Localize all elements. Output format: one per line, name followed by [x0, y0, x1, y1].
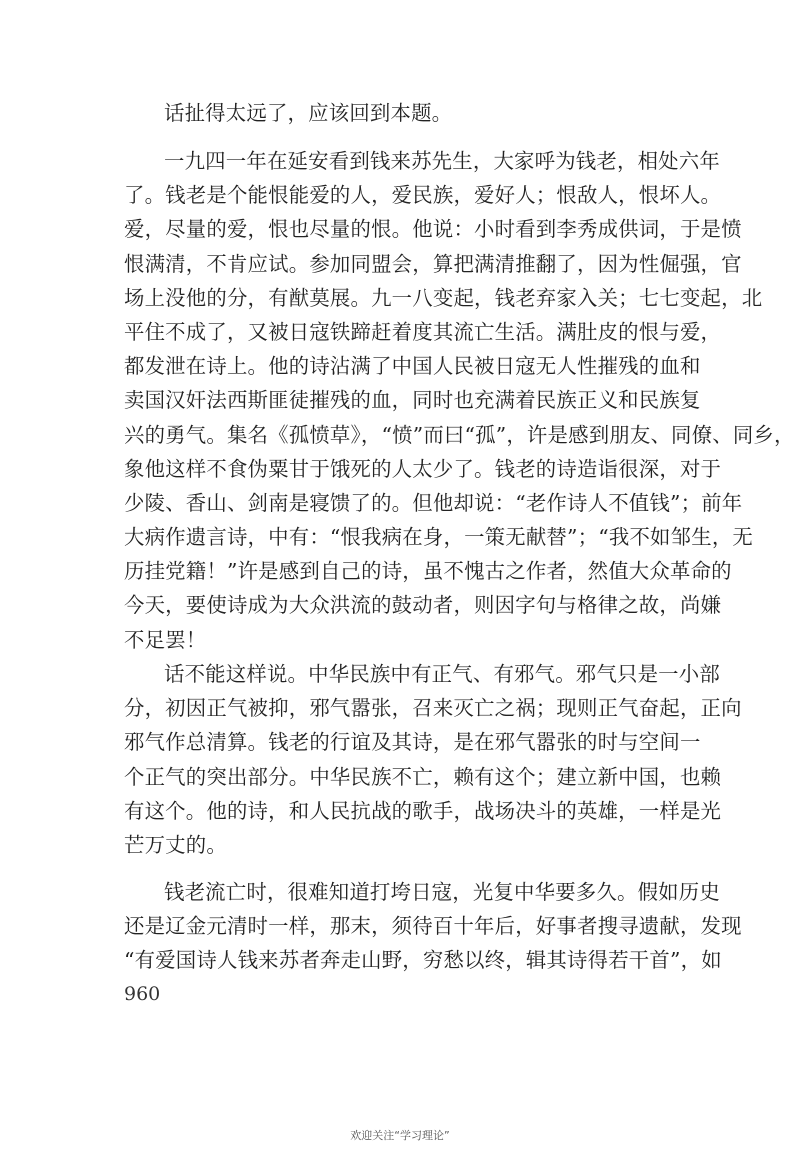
text-line: 兴的勇气。集名《孤愤草》，“愤”而曰“孤”，许是感到朋友、同僚、同乡， — [124, 422, 795, 447]
text-line: 卖国汉奸法西斯匪徒摧残的血，同时也充满着民族正义和民族复 — [124, 388, 701, 413]
footer-note: 欢迎关注“学习理论” — [350, 1129, 450, 1142]
text-line: 分，初因正气被抑，邪气嚣张，召来灭亡之祸；现则正气奋起，正向 — [124, 696, 742, 721]
text-line: 还是辽金元清时一样，那末，须待百十年后，好事者搜寻遗献，发现 — [124, 914, 742, 939]
text-line: 平住不成了，又被日寇铁蹄赶着度其流亡生活。满肚皮的恨与爱， — [124, 319, 722, 344]
text-line: 一九四一年在延安看到钱来苏先生，大家呼为钱老，相处六年 — [164, 149, 720, 173]
text-line: 个正气的突出部分。中华民族不亡，赖有这个；建立新中国，也赖 — [124, 764, 722, 789]
text-line: 有这个。他的诗，和人民抗战的歌手，战场决斗的英雄，一样是光 — [124, 798, 722, 823]
text-line: 场上没他的分，有猷莫展。九一八变起，钱老弃家入关；七七变起，北 — [124, 285, 763, 310]
text-line: 芒万丈的。 — [124, 832, 227, 857]
text-line: 少陵、香山、剑南是寝馈了的。但他却说：“老作诗人不值钱”；前年 — [124, 490, 743, 515]
text-line: 恨满清，不肯应试。参加同盟会，算把满清推翻了，因为性倔强，官 — [124, 251, 742, 276]
text-line: 话不能这样说。中华民族中有正气、有邪气。邪气只是一小部 — [164, 662, 720, 686]
text-line: 都发泄在诗上。他的诗沾满了中国人民被日寇无人性摧残的血和 — [124, 354, 701, 379]
text-line: 不足罢！ — [124, 627, 207, 652]
paragraph-righteousness — [124, 657, 742, 862]
text-line: 话扯得太远了，应该回到本题。 — [164, 101, 453, 125]
text-line: 今天，要使诗成为大众洪流的鼓动者，则因字句与格律之故，尚嫌 — [124, 593, 722, 618]
text-line: 钱老流亡时，很难知道打垮日寇，光复中华要多久。假如历史 — [164, 880, 720, 904]
text-line: 象他这样不食伪粟甘于饿死的人太少了。钱老的诗造诣很深，对于 — [124, 456, 722, 481]
paragraph-qian-lai-su — [124, 144, 795, 657]
text-line: 大病作遗言诗，中有：“恨我病在身，一策无献替”；“我不如邹生，无 — [124, 525, 753, 550]
paragraph-intro — [124, 96, 698, 130]
text-line: 了。钱老是个能恨能爱的人，爱民族，爱好人；恨敌人，恨坏人。 — [124, 183, 722, 208]
paragraph-exile — [124, 875, 742, 978]
text-line: 历挂党籍！”许是感到自己的诗，虽不愧古之作者，然值大众革命的 — [124, 559, 732, 584]
text-line: “有爱国诗人钱来苏者奔走山野，穷愁以终，辑其诗得若干首”，如 — [124, 948, 722, 973]
page-number: 960 — [124, 983, 161, 1005]
text-line: 爱，尽量的爱，恨也尽量的恨。他说：小时看到李秀成供词，于是愤 — [124, 217, 742, 242]
text-line: 邪气作总清算。钱老的行谊及其诗，是在邪气嚣张的时与空间一 — [124, 730, 701, 755]
